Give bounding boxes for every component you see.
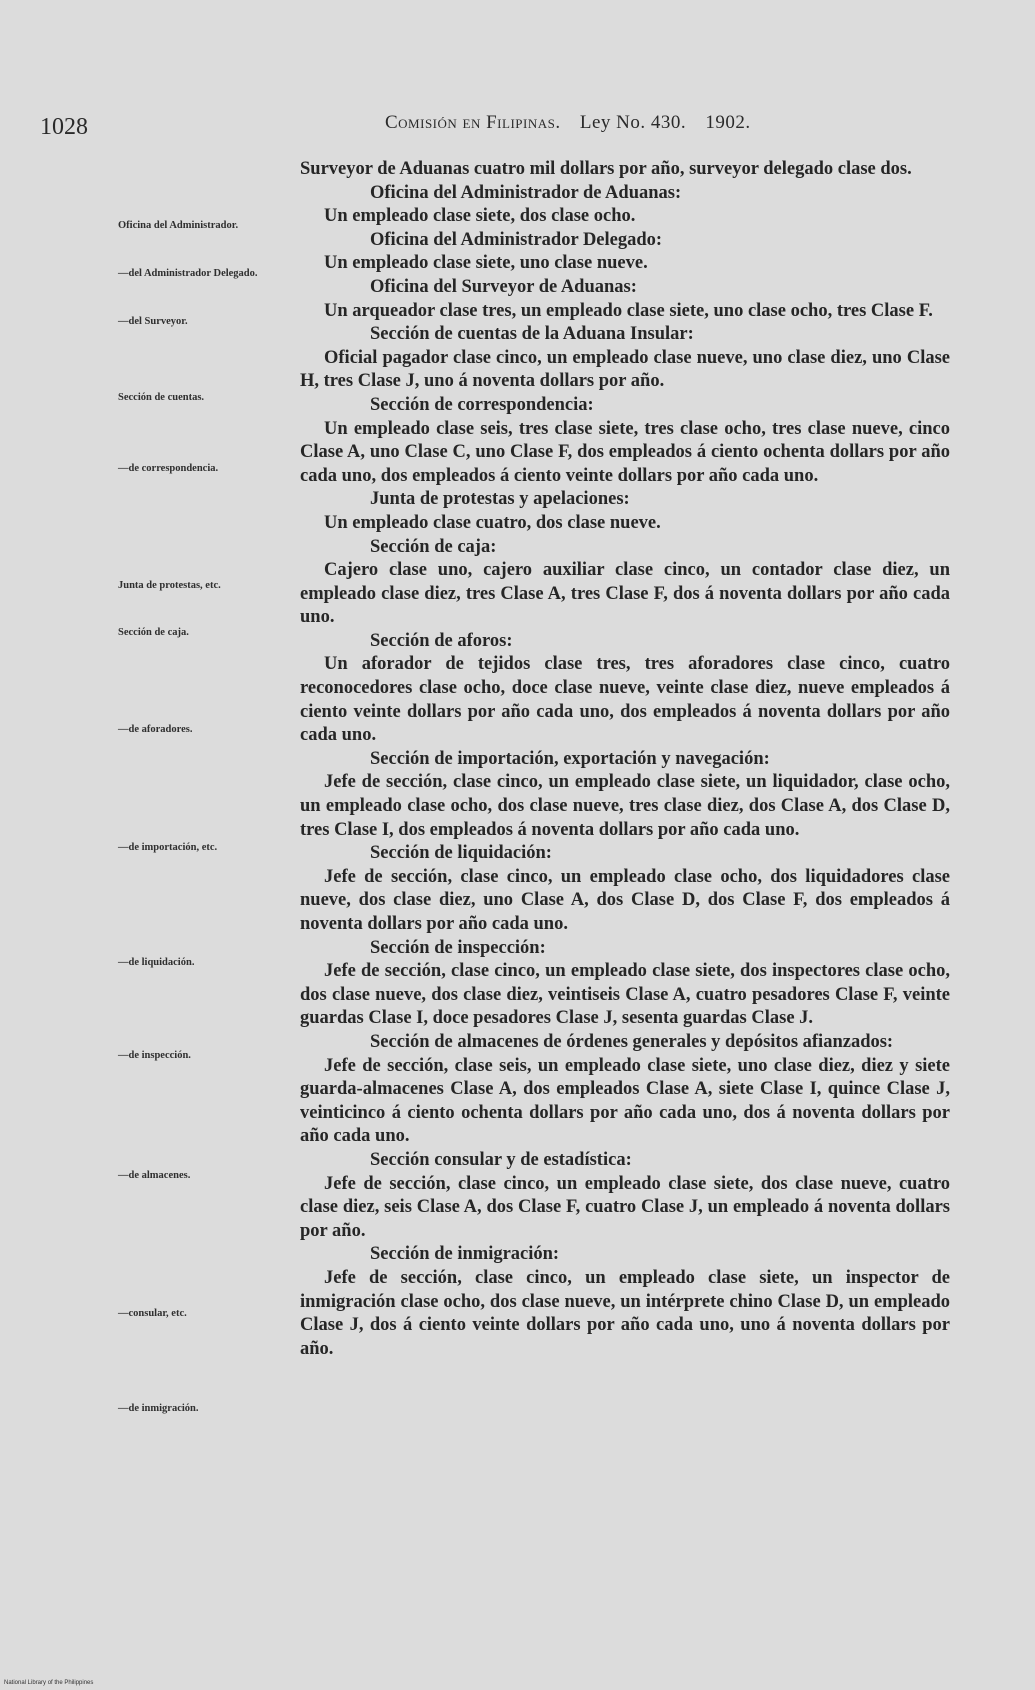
section-surveyor	[300, 276, 950, 323]
section-heading: Sección de inspección:	[370, 937, 546, 958]
running-head-law: Ley No. 430.	[579, 112, 687, 133]
running-head-title: Comisión en Filipinas.	[385, 112, 561, 133]
margin-note: —del Administrador Delegado.	[118, 268, 258, 279]
section-administrador-delegado	[300, 229, 950, 276]
section-text: Un empleado clase siete, dos clase ocho.	[324, 206, 636, 227]
section-heading: Sección de caja:	[370, 536, 497, 557]
section-text: Jefe de sección, clase cinco, un empleado clase siete, dos clase nueve, cuatro clase diez, seis Clase A, dos Clase F, cuatro Clase J, un empleado á noventa dollars por año.	[300, 1173, 950, 1241]
margin-note: —de aforadores.	[118, 724, 193, 735]
section-text: Un empleado clase cuatro, dos clase nueve.	[324, 512, 661, 533]
section-heading: Junta de protestas y apelaciones:	[370, 489, 630, 510]
margin-note: Oficina del Administrador.	[118, 220, 239, 231]
section-text: Un empleado clase seis, tres clase siete, tres clase ocho, tres clase nueve, cinco Clase A, uno Clase C, uno Clase F, dos empleados á ciento ochenta dollars por año cada uno, dos empleados á ciento veinte dollars por año cada uno.	[300, 418, 950, 486]
margin-note: —de correspondencia.	[118, 463, 219, 474]
section-heading: Sección de liquidación:	[370, 843, 552, 864]
section-aforos	[300, 630, 950, 748]
section-text: Jefe de sección, clase cinco, un empleado clase siete, dos inspectores clase ocho, dos clase nueve, dos clase diez, veintiseis Clase A, cuatro pesadores Clase F, veinte guardas Clase I, doce pesadores Clase J, sesenta guardas Clase J.	[300, 961, 950, 1029]
section-text: Un empleado clase siete, uno clase nueve.	[324, 253, 648, 274]
section-heading: Sección consular y de estadística:	[370, 1149, 632, 1170]
margin-note: —de liquidación.	[118, 957, 195, 968]
margin-note: —de inmigración.	[118, 1403, 199, 1414]
section-text: Jefe de sección, clase cinco, un empleado clase siete, un inspector de inmigración clase ocho, dos clase nueve, un intérprete chino Clase D, un empleado Clase J, dos á ciento veinte dollars por año cada uno, uno á noventa dollars por año.	[300, 1267, 950, 1359]
section-consular	[300, 1149, 950, 1243]
section-text: Un aforador de tejidos clase tres, tres aforadores clase cinco, cuatro reconocedores clase ocho, doce clase nueve, veinte clase diez, nueve empleados á ciento veinte dollars por año cada uno, dos empleados á noventa dollars por año cada uno.	[300, 654, 950, 746]
section-text: Jefe de sección, clase cinco, un empleado clase ocho, dos liquidadores clase nueve, dos clase diez, uno Clase A, dos Clase D, dos Clase F, dos empleados á noventa dollars por año cada uno.	[300, 866, 950, 934]
section-text: Jefe de sección, clase seis, un empleado clase siete, uno clase diez, diez y siete guarda-almacenes Clase A, dos empleados Clase A, siete Clase I, quince Clase J, veinticinco á ciento ochenta dollars por año cada uno, dos á noventa dollars por año cada uno.	[300, 1055, 950, 1147]
margin-note: Sección de cuentas.	[118, 392, 205, 403]
intro-paragraph: Surveyor de Aduanas cuatro mil dollars por año, surveyor delegado clase dos.	[300, 159, 912, 179]
running-head-year: 1902.	[705, 112, 751, 133]
section-cuentas	[300, 323, 950, 394]
page-number: 1028	[40, 114, 88, 140]
section-caja	[300, 536, 950, 630]
section-heading: Oficina del Administrador Delegado:	[370, 229, 663, 250]
margin-note: —del Surveyor.	[118, 316, 188, 327]
section-heading: Oficina del Administrador de Aduanas:	[370, 182, 682, 203]
body-text	[300, 158, 950, 1361]
section-inmigracion	[300, 1243, 950, 1361]
section-heading: Sección de cuentas de la Aduana Insular:	[370, 324, 694, 345]
section-heading: Sección de almacenes de órdenes generales y depósitos afianzados:	[370, 1031, 894, 1052]
section-heading: Sección de correspondencia:	[370, 394, 594, 415]
section-almacenes	[300, 1031, 950, 1149]
section-text: Jefe de sección, clase cinco, un empleado clase siete, un liquidador, clase ocho, un empleado clase ocho, dos clase nueve, tres clase diez, dos Clase A, dos Clase D, tres Clase I, dos empleados á noventa dollars por año cada uno.	[300, 772, 950, 840]
margin-note: —de almacenes.	[118, 1170, 191, 1181]
section-importacion	[300, 748, 950, 842]
margin-note: —de importación, etc.	[118, 842, 218, 853]
section-heading: Sección de importación, exportación y navegación:	[370, 748, 770, 769]
running-head	[385, 112, 751, 134]
section-heading: Oficina del Surveyor de Aduanas:	[370, 276, 637, 297]
section-text: Oficial pagador clase cinco, un empleado clase nueve, uno clase diez, uno Clase H, tres Clase J, uno á noventa dollars por año.	[300, 347, 950, 392]
section-inspeccion	[300, 937, 950, 1031]
section-text: Un arqueador clase tres, un empleado clase siete, uno clase ocho, tres Clase F.	[324, 300, 933, 321]
section-protestas	[300, 488, 950, 535]
margin-note: —consular, etc.	[118, 1308, 187, 1319]
section-text: Cajero clase uno, cajero auxiliar clase cinco, un contador clase diez, un empleado clase diez, tres Clase A, tres Clase F, dos á noventa dollars por año cada uno.	[300, 560, 950, 628]
margin-note: —de inspección.	[118, 1050, 191, 1061]
section-heading: Sección de aforos:	[370, 630, 513, 651]
section-liquidacion	[300, 842, 950, 936]
section-heading: Sección de inmigración:	[370, 1244, 560, 1265]
margin-note: Junta de protestas, etc.	[118, 580, 221, 591]
section-administrador	[300, 182, 950, 229]
section-correspondencia	[300, 394, 950, 488]
margin-note: Sección de caja.	[118, 627, 189, 638]
footer-credit: National Library of the Philippines	[4, 1680, 94, 1686]
